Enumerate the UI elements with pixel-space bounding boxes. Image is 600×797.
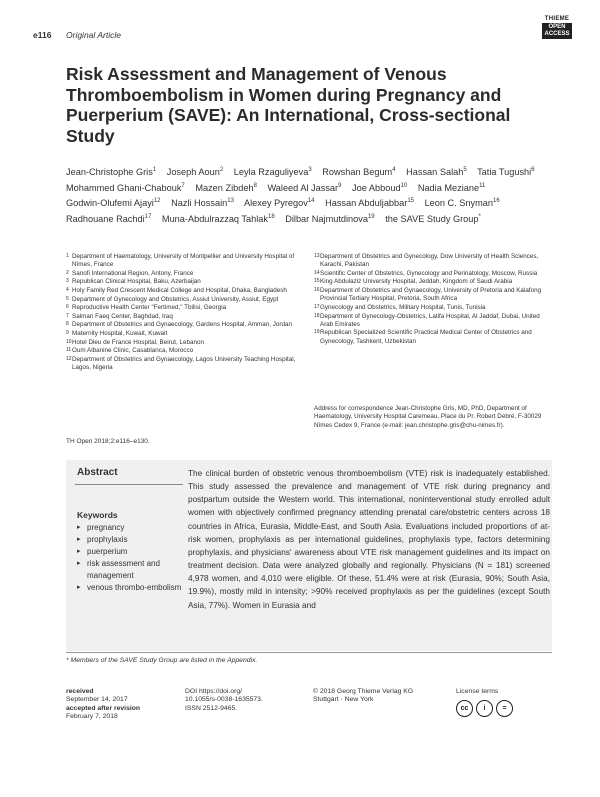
author-name xyxy=(285,214,374,224)
affiliation-item xyxy=(66,313,298,321)
affiliation-number: 2 xyxy=(66,269,69,276)
author-name xyxy=(171,198,234,208)
keyword-item: ▸ venous thrombo-embolism xyxy=(77,582,187,594)
affiliation-text: Department of Gynecology and Obstetrics, Assiut University, Assiut, Egypt xyxy=(72,295,279,303)
author-affiliation-ref: 7 xyxy=(181,182,185,189)
author-name-text: Mohammed Ghani-Chabouk xyxy=(66,182,182,193)
doi-info xyxy=(185,688,263,713)
author-affiliation-ref: 16 xyxy=(493,198,500,205)
affiliation-item xyxy=(314,304,549,312)
section-label: Original Article xyxy=(66,30,121,40)
affiliation-text: Republican Specialized Scientific Practical Medical Center of Obstetrics and Gynecology, Tashkent, Uzbekistan xyxy=(320,329,532,345)
affiliation-item xyxy=(314,287,549,304)
affiliation-item xyxy=(314,313,549,330)
author-name-text: Radhouane Rachdi xyxy=(66,214,145,225)
abstract-heading: Abstract xyxy=(77,467,118,478)
badge-line-2: ACCESS xyxy=(544,31,570,37)
footnote-divider xyxy=(66,652,552,653)
received-info xyxy=(66,688,140,721)
affiliation-number: 19 xyxy=(314,329,320,336)
affiliation-number: 7 xyxy=(66,312,69,319)
author-name-text: Muna-Abdulrazzaq Tahlak xyxy=(161,214,268,225)
publisher-name: THIEME xyxy=(544,16,570,22)
attribution-icon: i xyxy=(476,700,493,717)
author-name xyxy=(406,167,467,177)
author-affiliation-ref: 5 xyxy=(463,167,467,173)
keyword-item: ▸ puerperium xyxy=(77,546,187,558)
affiliation-text: Sanofi International Region, Antony, France xyxy=(72,269,194,277)
author-name-text: Joe Abboud xyxy=(352,182,401,193)
no-derivatives-icon: = xyxy=(496,700,513,717)
affiliation-text: Department of Haematology, University of Montpellier and University Hospital of Nîmes, France xyxy=(72,253,295,269)
author-name xyxy=(267,183,341,193)
affiliation-text: Oum Albanine Clinic, Casablanca, Morocco xyxy=(72,347,194,355)
author-affiliation-ref: 6 xyxy=(531,167,535,173)
affiliation-number: 11 xyxy=(66,347,72,354)
license-icons xyxy=(456,700,513,717)
affiliation-number: 3 xyxy=(66,278,69,285)
author-affiliation-ref: 11 xyxy=(479,182,486,189)
affiliation-number: 18 xyxy=(314,312,320,319)
affiliation-item xyxy=(66,278,298,286)
received-date: September 14, 2017 xyxy=(66,696,128,704)
affiliation-item xyxy=(314,253,549,270)
author-list xyxy=(66,164,546,227)
affiliation-text: Holy Family Red Crescent Medical College and Hospital, Dhaka, Bangladesh xyxy=(72,287,287,295)
affiliation-text: Republican Clinical Hospital, Baku, Azerbaijan xyxy=(72,278,201,286)
author-name xyxy=(167,167,223,177)
author-affiliation-ref: 14 xyxy=(307,198,315,205)
author-affiliation-ref: 1 xyxy=(152,167,157,173)
author-affiliation-ref: 10 xyxy=(400,182,408,189)
author-affiliation-ref: 3 xyxy=(308,167,312,173)
affiliation-item xyxy=(66,253,298,270)
abstract-divider xyxy=(75,484,183,485)
affiliation-number: 6 xyxy=(66,304,69,311)
affiliation-text: Hotel Dieu de France Hospital, Beirut, Lebanon xyxy=(72,338,204,346)
author-name xyxy=(66,183,185,193)
author-name-text: Nadia Meziane xyxy=(417,182,480,193)
author-name xyxy=(385,214,481,224)
keyword-item: ▸ prophylaxis xyxy=(77,534,187,546)
author-affiliation-ref: 2 xyxy=(219,167,224,173)
affiliation-item xyxy=(314,278,549,286)
affiliation-item xyxy=(314,270,549,278)
copyright-line-2: Stuttgart · New York xyxy=(313,696,374,704)
correspondence xyxy=(314,405,549,430)
cc-icon: cc xyxy=(456,700,473,717)
author-affiliation-ref: 15 xyxy=(407,198,414,205)
affiliation-text: Reproductive Health Center "Fertimed," Tbilisi, Georgia xyxy=(72,304,227,312)
article-title: Risk Assessment and Management of Venous Thromboembolism in Women during Pregnancy and Puerperium (SAVE): An International, Cross-sectional Study xyxy=(66,64,511,146)
affiliation-number: 17 xyxy=(314,303,320,310)
author-name-text: Tatia Tugushi xyxy=(477,167,532,178)
affiliation-number: 15 xyxy=(314,278,320,285)
issn: ISSN 2512-9465. xyxy=(185,704,238,712)
affiliation-text: Salman Faeq Center, Baghdad, Iraq xyxy=(72,312,173,320)
author-name-text: Hassan Salah xyxy=(406,167,464,178)
author-affiliation-ref: 13 xyxy=(227,198,234,205)
affiliation-number: 5 xyxy=(66,295,69,302)
affiliation-item xyxy=(66,339,298,347)
copyright-line-1: © 2018 Georg Thieme Verlag KG xyxy=(313,688,414,695)
affiliation-item xyxy=(66,356,298,373)
author-affiliation-ref: 17 xyxy=(144,213,152,220)
author-name-text: Mazen Zibdeh xyxy=(195,182,254,193)
author-name xyxy=(234,167,312,177)
doi-line-2[interactable]: 10.1055/s-0038-1635573. xyxy=(185,696,263,704)
author-affiliation-ref: 19 xyxy=(367,213,375,220)
author-affiliation-ref: 12 xyxy=(153,198,161,205)
correspondence-text: Jean-Christophe Gris, MD, PhD, Department of Haematology, University Hospital Caremeau, Place du Pr. Robert Debré, F-30029 Nîmes Cedex 9, France (e-mail: jean.christophe.gris@chu-nimes.fr). xyxy=(314,405,542,429)
affiliation-number: 1 xyxy=(66,253,69,259)
affiliation-number: 10 xyxy=(66,338,72,345)
author-name xyxy=(244,198,315,208)
affiliation-text: King Abdulaziz University Hospital, Jeddah, Kingdom of Saudi Arabia xyxy=(320,278,513,286)
affiliation-text: Scientific Center of Obstetrics, Gynecology and Perinatology, Moscow, Russia xyxy=(320,269,538,277)
author-name-text: Joseph Aoun xyxy=(166,167,220,178)
badge-box xyxy=(542,23,572,39)
keywords-heading: Keywords xyxy=(77,510,118,520)
keyword-item: ▸ pregnancy xyxy=(77,522,187,534)
affiliations-left xyxy=(66,253,298,373)
open-access-badge xyxy=(542,16,572,39)
license-label: License terms xyxy=(456,688,499,695)
affiliations-right xyxy=(314,253,549,346)
affiliation-number: 13 xyxy=(314,253,320,259)
correspondence-label: Address for correspondence xyxy=(314,405,394,412)
received-label: received xyxy=(66,688,94,695)
author-affiliation-ref: 18 xyxy=(267,213,275,220)
author-name xyxy=(477,167,534,177)
author-name-text: Jean-Christophe Gris xyxy=(66,167,153,178)
affiliation-text: Department of Obstetrics and Gynaecology, Gardens Hospital, Amman, Jordan xyxy=(72,321,293,329)
affiliation-text: Gynecology and Obstetrics, Military Hospital, Tunis, Tunisia xyxy=(320,303,486,311)
affiliation-number: 9 xyxy=(66,330,69,337)
author-name-text: Leyla Rzaguliyeva xyxy=(233,167,309,178)
author-name xyxy=(162,214,275,224)
affiliation-text: Department of Obstetrics and Gynaecology, Lagos University Teaching Hospital, Lagos, Nigeria xyxy=(72,355,296,372)
author-name xyxy=(425,198,500,208)
author-name xyxy=(325,198,414,208)
affiliation-text: Department of Gynecology-Obstetrics, Latifa Hospital, Al Jaddaf, Dubai, United Arab Emirates xyxy=(320,312,540,328)
affiliation-text: Maternity Hospital, Kuwait, Kuwait xyxy=(72,330,168,338)
author-affiliation-ref: 9 xyxy=(338,182,342,189)
affiliation-item xyxy=(66,270,298,278)
citation: TH Open 2018;2:e116–e130. xyxy=(66,438,150,445)
affiliation-text: Department of Obstetrics and Gynecology, Dow University of Health Sciences, Karachi, Pakistan xyxy=(320,253,539,269)
author-name-text: Leon C. Snyman xyxy=(424,198,493,209)
author-name-text: Waleed Al Jassar xyxy=(267,182,339,193)
author-name-text: Alexey Pyregov xyxy=(243,198,308,209)
author-name xyxy=(66,167,156,177)
author-name-text: Nazli Hossain xyxy=(171,198,228,209)
copyright xyxy=(313,688,413,705)
affiliation-text: Department of Obstetrics and Gynaecology, University of Pretoria and Kalafong Provincial Tertiary Hospital, Pretoria, South Africa xyxy=(320,287,542,303)
affiliation-number: 14 xyxy=(314,269,320,276)
author-name xyxy=(195,183,257,193)
affiliation-item xyxy=(66,304,298,312)
affiliation-item xyxy=(66,287,298,295)
author-name-text: Hassan Abduljabbar xyxy=(325,198,408,209)
accepted-label: accepted after revision xyxy=(66,704,141,712)
affiliation-item xyxy=(66,321,298,329)
affiliation-number: 4 xyxy=(66,287,69,294)
affiliation-number: 16 xyxy=(314,287,320,294)
keyword-item: ▸ risk assessment and management xyxy=(77,558,187,582)
author-name-text: Rowshan Begum xyxy=(322,167,393,178)
author-affiliation-ref: 8 xyxy=(253,182,257,189)
author-name xyxy=(418,183,486,193)
author-name-text: the SAVE Study Group xyxy=(385,214,479,225)
affiliation-number: 8 xyxy=(66,321,69,328)
doi-line-1[interactable]: DOI https://doi.org/ xyxy=(185,688,243,695)
affiliation-number: 12 xyxy=(66,355,72,362)
affiliation-item xyxy=(66,330,298,338)
author-name-text: Dilbar Najmutdinova xyxy=(285,214,368,225)
author-affiliation-ref: 4 xyxy=(392,167,396,173)
keywords-list xyxy=(77,522,187,594)
author-name xyxy=(322,167,395,177)
author-name xyxy=(66,198,161,208)
footnote: * Members of the SAVE Study Group are listed in the Appendix. xyxy=(66,657,258,664)
affiliation-item xyxy=(66,296,298,304)
author-name xyxy=(66,214,151,224)
page-number: e116 xyxy=(33,30,52,40)
badge-line-1: OPEN xyxy=(548,24,566,30)
author-name xyxy=(352,183,407,193)
affiliation-item xyxy=(66,347,298,355)
accepted-date: February 7, 2018 xyxy=(66,712,118,720)
affiliation-item xyxy=(314,329,549,346)
author-name-text: Godwin-Olufemi Ajayi xyxy=(66,198,154,209)
abstract-text: The clinical burden of obstetric venous thromboembolism (VTE) risk is inadequately established. This study assessed the prevalence and management of VTE risk during pregnancy and postpartum outside the Western world. This international, noninterventional study enrolled adult women with objectively confirmed pregnancy attending prenatal care/obstetric centers across 18 countries in Africa, Eurasia, Middle-East, and South Asia. Evaluations included proportions of at-risk women, prophylaxis as per international guidelines, prophylaxis type, factors determining prophylaxis, and physicians' awareness about VTE risk management guidelines and its impact on treatment decision. Data were analyzed globally and regionally. Physicians (N = 181) screened 4,978 women, and 4,010 were eligible. Of these, 51.4% were at risk (Eurasia, 90%; South Asia, 19.9%), mostly mild in intensity; >90% received prophylaxis as per the guidelines (except South Asia, 77%). Women in Eurasia and xyxy=(188,469,550,610)
author-affiliation-ref: * xyxy=(478,213,481,220)
